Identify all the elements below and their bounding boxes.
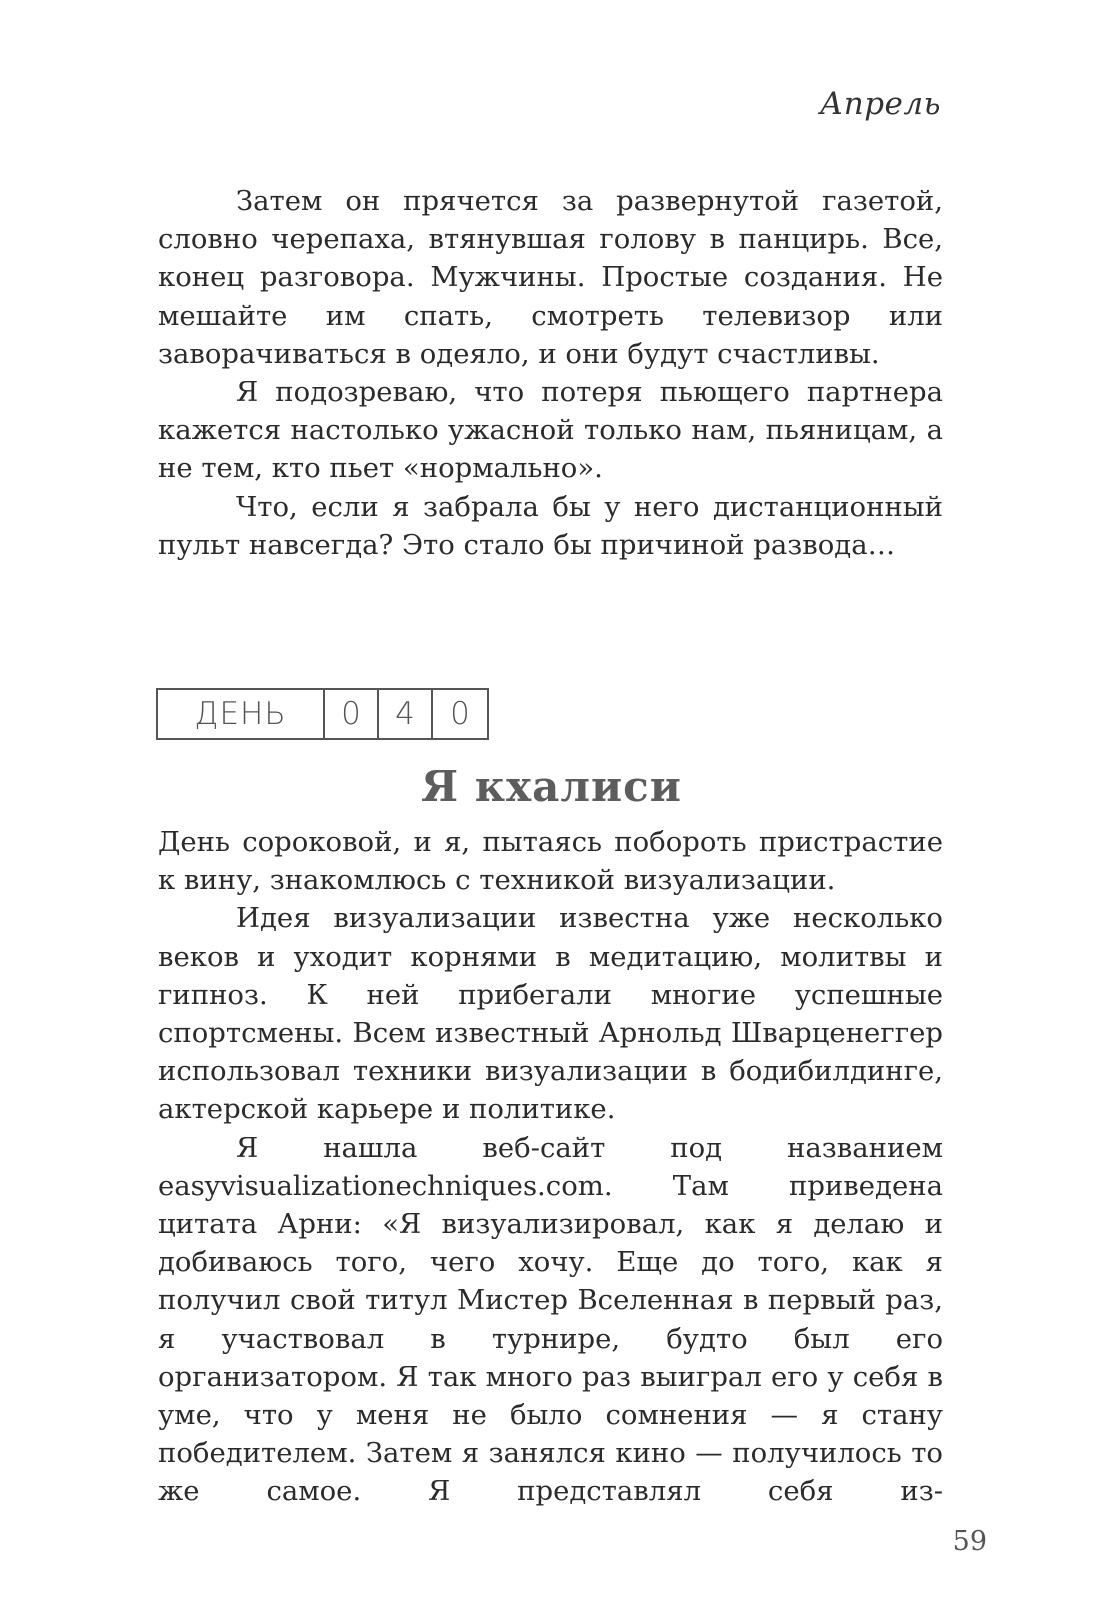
paragraph: Затем он прячется за развернутой газетой, словно черепаха, втянувшая голову в панцирь. Все, конец разговора. Мужчины. Простые создания. Не мешайте им спать, смотреть телевизор или заворачиваться в одеяло, и они будут счастливы. <box>158 185 943 370</box>
day-digit-hundreds: 0 <box>325 690 379 738</box>
paragraph: Что, если я забрала бы у него дистанционный пульт навсегда? Это стало бы причиной развода… <box>158 490 943 561</box>
day-label: ДЕНЬ <box>158 690 325 738</box>
day-digit-tens: 4 <box>379 690 433 738</box>
day-counter-box <box>156 688 489 740</box>
paragraph: Я подозреваю, что потеря пьющего партнера кажется настолько ужасной только нам, пьяницам, а не тем, кто пьет «нормально». <box>158 376 943 485</box>
day-digit-ones: 0 <box>450 696 470 732</box>
chapter-title: Я кхалиси <box>421 762 682 811</box>
bottom-text-block <box>158 823 943 1511</box>
running-head-month: Апрель <box>819 86 941 122</box>
paragraph: Я нашла веб-сайт под названием easyvisualizationechniques.com. Там приведена цитата Арни: «Я визуализировал, как я делаю и добиваюсь того, чего хочу. Еще до того, как я получил свой титул Мистер Вселенная в первый раз, я участвовал в турнире, будто был его организатором. Я так много раз выиграл его у себя в уме, что у меня не было сомнения — я стану победителем. Затем я занялся кино — получилось то же самое. Я представлял себя из- <box>158 1131 943 1508</box>
page-number: 59 <box>952 1526 987 1557</box>
top-text-block <box>158 182 943 564</box>
paragraph: День сороковой, и я, пытаясь побороть пристрастие к вину, знакомлюсь с техникой визуализации. <box>158 826 943 897</box>
paragraph: Идея визуализации известна уже несколько веков и уходит корнями в медитацию, молитвы и гипноз. К ней прибегали многие успешные спортсмены. Всем известный Арнольд Шварценеггер использовал техники визуализации в бодибилдинге, актерской карьере и политике. <box>158 902 943 1126</box>
